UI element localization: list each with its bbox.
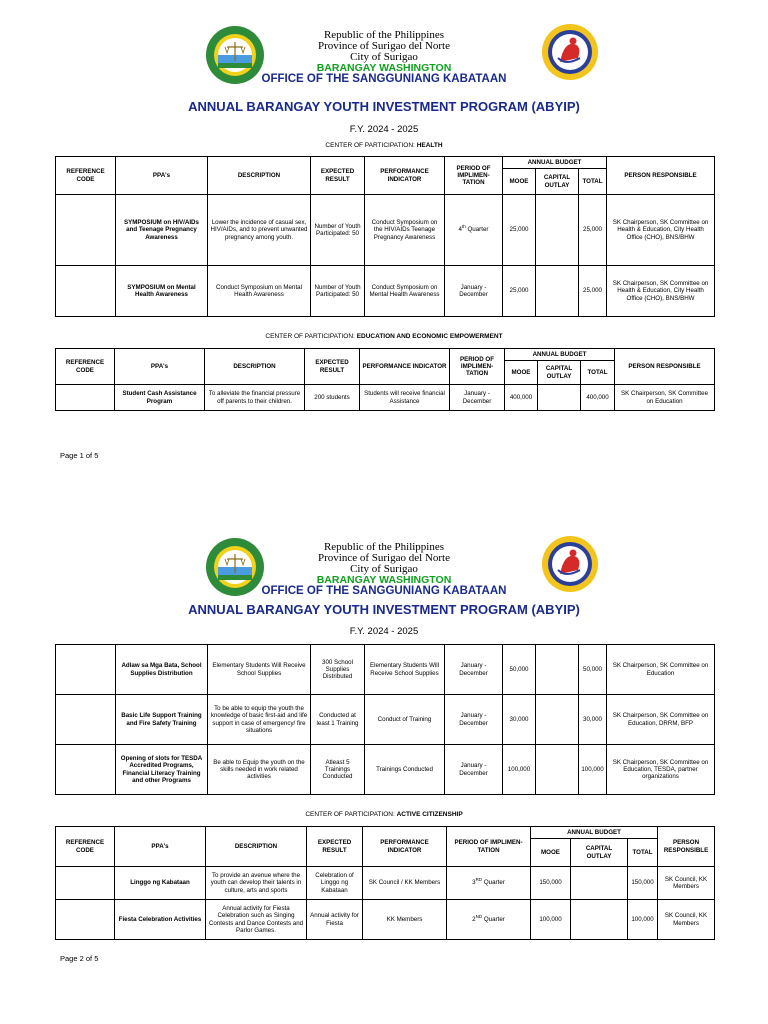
performance-cell: KK Members bbox=[363, 900, 447, 940]
period-text: Quarter bbox=[482, 915, 505, 923]
cop-label: CENTER OF PARTICIPATION: bbox=[325, 142, 415, 149]
col-header-person: PERSON RESPONSIBLE bbox=[658, 827, 715, 867]
expected-cell: 300 School Supplies Distributed bbox=[311, 645, 365, 695]
col-header-ppa: PPA's bbox=[115, 827, 206, 867]
expected-cell: Number of Youth Participated: 50 bbox=[311, 195, 365, 266]
col-header-reference: REFERENCE CODE bbox=[56, 157, 116, 195]
col-header-expected: EXPECTED RESULT bbox=[311, 157, 365, 195]
col-header-capital: CAPITAL OUTLAY bbox=[571, 839, 628, 867]
ppa-cell: Linggo ng Kabataan bbox=[115, 867, 206, 900]
header-province: Province of Surigao del Norte bbox=[318, 552, 450, 564]
col-header-budget: ANNUAL BUDGET bbox=[531, 827, 658, 839]
period-cell: January - December bbox=[445, 745, 503, 795]
expected-cell: Conducted at least 1 Training bbox=[311, 695, 365, 745]
col-header-reference: REFERENCE CODE bbox=[56, 827, 115, 867]
period-suffix: ND bbox=[475, 913, 483, 919]
capital-cell bbox=[538, 385, 581, 411]
col-header-period: PERIOD OF IMPLIMEN-TATION bbox=[445, 157, 503, 195]
col-header-expected: EXPECTED RESULT bbox=[305, 349, 360, 385]
col-header-performance: PERFORMANCE INDICATOR bbox=[360, 349, 450, 385]
period-cell bbox=[445, 195, 503, 266]
col-header-reference: REFERENCE CODE bbox=[56, 349, 115, 385]
capital-cell bbox=[536, 745, 579, 795]
person-cell: SK Council, KK Members bbox=[658, 900, 715, 940]
description-cell: To provide an avenue where the youth can develop their talents in culture, arts and sports bbox=[206, 867, 307, 900]
col-header-capital: CAPITAL OUTLAY bbox=[536, 169, 579, 195]
education-table bbox=[55, 348, 715, 411]
description-cell: Be able to Equip the youth on the skills needed in work related activities bbox=[208, 745, 311, 795]
cop-label: CENTER OF PARTICIPATION: bbox=[305, 811, 395, 818]
mooe-cell: 25,000 bbox=[503, 195, 536, 266]
col-header-description: DESCRIPTION bbox=[206, 827, 307, 867]
description-cell: Elementary Students Will Receive School Supplies bbox=[208, 645, 311, 695]
header-country: Republic of the Philippines bbox=[323, 541, 445, 553]
period-text: Quarter bbox=[465, 226, 489, 234]
header-office: OFFICE OF THE SANGGUNIANG KABATAAN bbox=[261, 585, 507, 597]
expected-cell: 200 students bbox=[305, 385, 360, 411]
col-header-expected: EXPECTED RESULT bbox=[307, 827, 363, 867]
performance-cell: Elementary Students Will Receive School Supplies bbox=[365, 645, 445, 695]
col-header-description: DESCRIPTION bbox=[208, 157, 311, 195]
col-header-ppa: PPA's bbox=[115, 349, 205, 385]
table-row bbox=[56, 645, 715, 695]
document-page-1 bbox=[0, 0, 768, 500]
ppa-cell: Student Cash Assistance Program bbox=[115, 385, 205, 411]
health-table bbox=[55, 156, 715, 317]
performance-cell: Trainings Conducted bbox=[365, 745, 445, 795]
ppa-cell: Opening of slots for TESDA Accredited Programs, Financial Literacy Training and other Programs bbox=[116, 745, 208, 795]
cop-value: EDUCATION AND ECONOMIC EMPOWERMENT bbox=[356, 333, 503, 340]
col-header-performance: PERFORMANCE INDICATOR bbox=[363, 827, 447, 867]
description-cell: Conduct Symposium on Mental Health Awareness bbox=[208, 266, 311, 317]
period-suffix: th bbox=[461, 224, 466, 230]
period-number: 2 bbox=[472, 915, 476, 923]
sk-logo bbox=[540, 534, 600, 594]
person-cell: SK Chairperson, SK Committee on Health & Education, City Health Office (CHO), BNS/BHW bbox=[607, 266, 715, 317]
total-cell: 25,000 bbox=[579, 195, 607, 266]
page-number: Page 2 of 5 bbox=[60, 954, 99, 963]
fiscal-year: F.Y. 2024 - 2025 bbox=[349, 124, 419, 135]
table-row bbox=[56, 385, 715, 411]
period-cell: January - December bbox=[445, 645, 503, 695]
period-cell bbox=[447, 867, 531, 900]
header-barangay: BARANGAY WASHINGTON bbox=[316, 574, 452, 586]
period-number: 4 bbox=[458, 226, 462, 234]
col-header-total: TOTAL bbox=[628, 839, 658, 867]
total-cell: 50,000 bbox=[579, 645, 607, 695]
person-cell: SK Chairperson, SK Committee on Education, DRRM, BFP bbox=[607, 695, 715, 745]
capital-cell bbox=[571, 900, 628, 940]
ppa-cell: Basic Life Support Training and Fire Safety Training bbox=[116, 695, 208, 745]
fiscal-year: F.Y. 2024 - 2025 bbox=[349, 626, 419, 637]
ppa-cell: Fiesta Celebration Activities bbox=[115, 900, 206, 940]
sk-logo bbox=[540, 22, 600, 82]
performance-cell: Students will receive financial Assistance bbox=[360, 385, 450, 411]
period-cell bbox=[447, 900, 531, 940]
document-title: ANNUAL BARANGAY YOUTH INVESTMENT PROGRAM (ABYIP) bbox=[188, 99, 580, 114]
description-cell: To be able to equip the youth the knowledge of basic first-aid and life support in case of emergency/ fire situations bbox=[208, 695, 311, 745]
ppa-cell: Adlaw sa Mga Bata, School Supplies Distribution bbox=[116, 645, 208, 695]
header-city: City of Surigao bbox=[350, 51, 418, 63]
capital-cell bbox=[571, 867, 628, 900]
cop-label: CENTER OF PARTICIPATION: bbox=[265, 333, 355, 340]
col-header-total: TOTAL bbox=[581, 361, 615, 385]
col-header-performance: PERFORMANCE INDICATOR bbox=[365, 157, 445, 195]
page-number: Page 1 of 5 bbox=[60, 451, 99, 460]
table-row bbox=[56, 900, 715, 940]
col-header-person: PERSON RESPONSIBLE bbox=[607, 157, 715, 195]
active-citizenship-table bbox=[55, 826, 715, 940]
col-header-budget: ANNUAL BUDGET bbox=[505, 349, 615, 361]
table-row bbox=[56, 195, 715, 266]
period-text: Quarter bbox=[482, 879, 505, 887]
expected-cell: Atleast 5 Trainings Conducted bbox=[311, 745, 365, 795]
mooe-cell: 50,000 bbox=[503, 645, 536, 695]
header-office: OFFICE OF THE SANGGUNIANG KABATAAN bbox=[261, 73, 507, 85]
table-row bbox=[56, 745, 715, 795]
capital-cell bbox=[536, 695, 579, 745]
col-header-budget: ANNUAL BUDGET bbox=[503, 157, 607, 169]
mooe-cell: 30,000 bbox=[503, 695, 536, 745]
mooe-cell: 100,000 bbox=[503, 745, 536, 795]
center-of-participation-education bbox=[0, 333, 768, 340]
header-barangay: BARANGAY WASHINGTON bbox=[316, 62, 452, 74]
col-header-total: TOTAL bbox=[579, 169, 607, 195]
col-header-mooe: MOOE bbox=[503, 169, 536, 195]
mooe-cell: 400,000 bbox=[505, 385, 538, 411]
expected-cell: Celebration of Linggo ng Kabataan bbox=[307, 867, 363, 900]
table-row bbox=[56, 695, 715, 745]
description-cell: Annual activity for Fiesta Celebration such as Singing Contests and Dance Contests and Parlor Games. bbox=[206, 900, 307, 940]
period-cell: January - December bbox=[450, 385, 505, 411]
cop-value: ACTIVE CITIZENSHIP bbox=[396, 811, 463, 818]
person-cell: SK Chairperson, SK Committee on Education, TESDA, partner organizations bbox=[607, 745, 715, 795]
person-cell: SK Council, KK Members bbox=[658, 867, 715, 900]
mooe-cell: 150,000 bbox=[531, 867, 571, 900]
period-cell: January - December bbox=[445, 695, 503, 745]
col-header-capital: CAPITAL OUTLAY bbox=[538, 361, 581, 385]
mooe-cell: 100,000 bbox=[531, 900, 571, 940]
period-suffix: RD bbox=[475, 877, 483, 883]
total-cell: 25,000 bbox=[579, 266, 607, 317]
total-cell: 150,000 bbox=[628, 867, 658, 900]
header-country: Republic of the Philippines bbox=[323, 29, 445, 41]
person-cell: SK Chairperson, SK Committee on Education bbox=[607, 645, 715, 695]
document-page-2 bbox=[0, 512, 768, 1024]
center-of-participation-health bbox=[0, 142, 768, 149]
description-cell: To alleviate the financial pressure off parents to their children. bbox=[205, 385, 305, 411]
col-header-period: PERIOD OF IMPLIMEN-TATION bbox=[447, 827, 531, 867]
education-continued-table bbox=[55, 644, 715, 795]
cop-value: HEALTH bbox=[416, 142, 443, 149]
capital-cell bbox=[536, 195, 579, 266]
total-cell: 30,000 bbox=[579, 695, 607, 745]
performance-cell: SK Council / KK Members bbox=[363, 867, 447, 900]
description-cell: Lower the incidence of casual sex, HIV/AIDs, and to prevent unwanted pregnancy among youth. bbox=[208, 195, 311, 266]
expected-cell: Number of Youth Participated: 50 bbox=[311, 266, 365, 317]
col-header-mooe: MOOE bbox=[531, 839, 571, 867]
period-cell: January - December bbox=[445, 266, 503, 317]
capital-cell bbox=[536, 645, 579, 695]
col-header-period: PERIOD OF IMPLIMEN-TATION bbox=[450, 349, 505, 385]
ppa-cell: SYMPOSIUM on HIV/AIDs and Teenage Pregnancy Awareness bbox=[116, 195, 208, 266]
document-title: ANNUAL BARANGAY YOUTH INVESTMENT PROGRAM (ABYIP) bbox=[188, 602, 580, 617]
performance-cell: Conduct of Training bbox=[365, 695, 445, 745]
col-header-ppa: PPA's bbox=[116, 157, 208, 195]
col-header-person: PERSON RESPONSIBLE bbox=[615, 349, 715, 385]
person-cell: SK Chairperson, SK Committee on Education bbox=[615, 385, 715, 411]
period-number: 3 bbox=[472, 879, 476, 887]
total-cell: 100,000 bbox=[579, 745, 607, 795]
person-cell: SK Chairperson, SK Committee on Health & Education, City Health Office (CHO), BNS/BHW bbox=[607, 195, 715, 266]
col-header-mooe: MOOE bbox=[505, 361, 538, 385]
total-cell: 400,000 bbox=[581, 385, 615, 411]
header-province: Province of Surigao del Norte bbox=[318, 40, 450, 52]
table-row bbox=[56, 867, 715, 900]
performance-cell: Conduct Symposium on Mental Health Awareness bbox=[365, 266, 445, 317]
center-of-participation-active-citizenship bbox=[0, 811, 768, 818]
performance-cell: Conduct Symposium on the HIV/AIDs Teenage Pregnancy Awareness bbox=[365, 195, 445, 266]
capital-cell bbox=[536, 266, 579, 317]
total-cell: 100,000 bbox=[628, 900, 658, 940]
col-header-description: DESCRIPTION bbox=[205, 349, 305, 385]
ppa-cell: SYMPOSIUM on Mental Health Awareness bbox=[116, 266, 208, 317]
table-row bbox=[56, 266, 715, 317]
header-city: City of Surigao bbox=[350, 563, 418, 575]
expected-cell: Annual activity for Fiesta bbox=[307, 900, 363, 940]
mooe-cell: 25,000 bbox=[503, 266, 536, 317]
